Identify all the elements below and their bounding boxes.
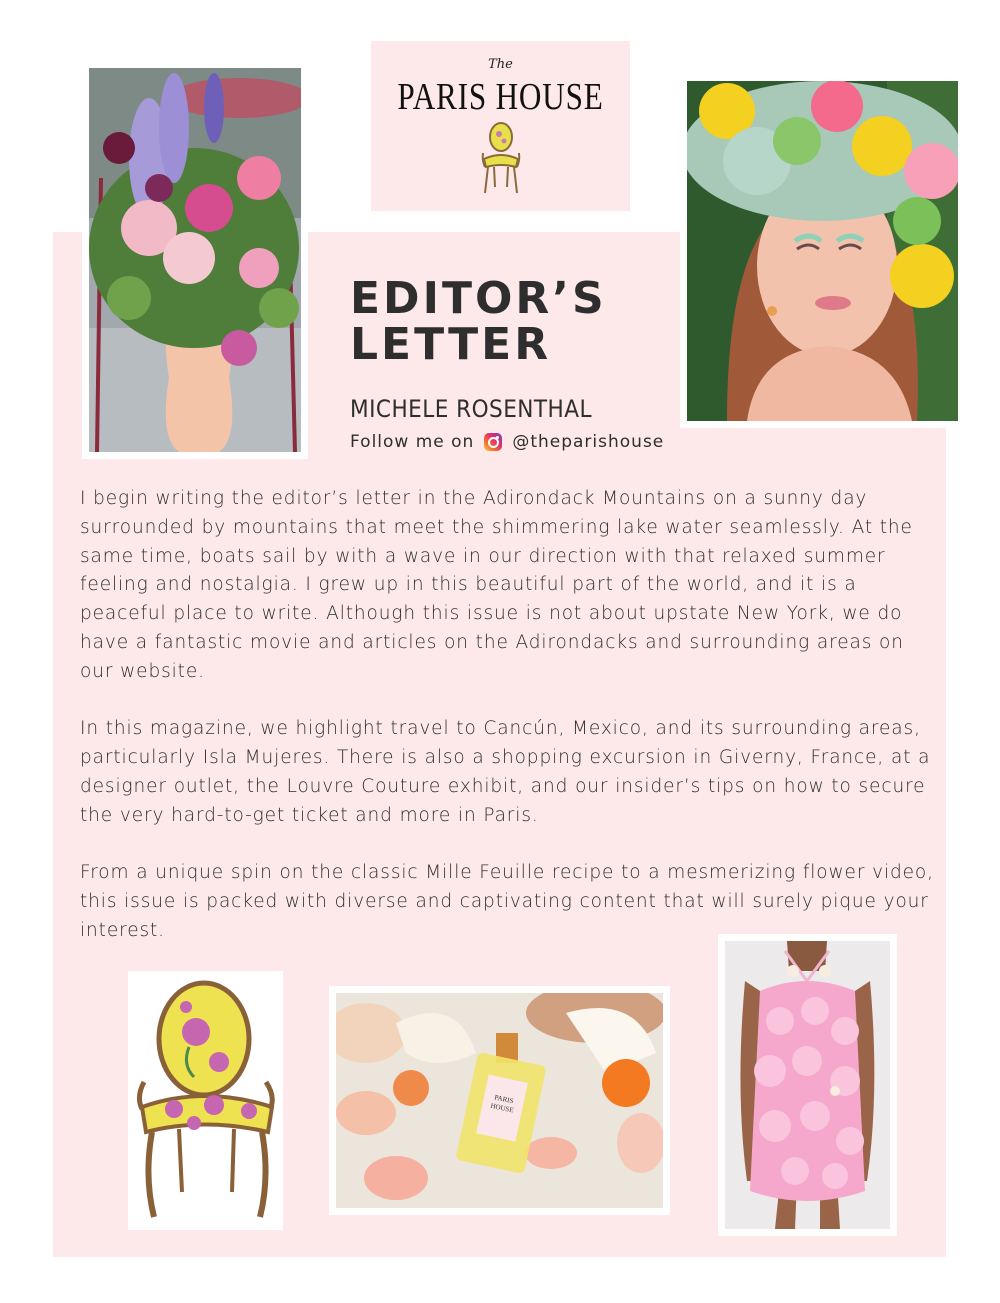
chair-logo-icon (479, 121, 523, 195)
chair-illustration-photo (128, 971, 283, 1230)
follow-line (350, 432, 664, 452)
paragraph-1: I begin writing the editor’s letter in the Adirondack Mountains on a sunny day surrounded by mountains that meet the shimmering lake water seamlessly. At the same time, boats sail by with a wave in our direction with that relaxed summer feeling and nostalgia. I grew up in this beautiful part of the world, and it is a peaceful place to write. Although this issue is not about upstate New York, we do have a fantastic movie and articles on the Adirondacks and surrounding areas on our website. (80, 488, 913, 682)
flower-vase-photo (82, 61, 308, 459)
instagram-icon[interactable] (484, 433, 502, 451)
flower-crown-portrait-photo (680, 74, 965, 428)
title-line-2: LETTER (350, 319, 552, 370)
perfume-label-line-2: HOUSE (489, 1101, 515, 1115)
paris-house-logo (371, 41, 630, 211)
perfume-still-life-photo (329, 986, 670, 1215)
paragraph-2: In this magazine, we highlight travel to Cancún, Mexico, and its surrounding areas, particularly Isla Mujeres. There is also a shopping excursion in Giverny, France, at a designer outlet, the Louvre Couture exhibit, and our insider’s tips on how to secure the very hard-to-get ticket and more in Paris. (80, 718, 931, 826)
article-body (80, 485, 940, 975)
pink-ruffle-dress-photo (718, 934, 897, 1236)
follow-prefix: Follow me on (350, 432, 475, 452)
title-line-1: EDITOR’S (350, 273, 607, 324)
logo-name-text: PARIS HOUSE (397, 76, 604, 118)
author-name: MICHELE ROSENTHAL (350, 395, 592, 423)
perfume-label-line-1: PARIS (493, 1093, 515, 1106)
logo-the-text: The (488, 57, 513, 72)
paragraph-3: From a unique spin on the classic Mille Feuille recipe to a mesmerizing flower video, this issue is packed with diverse and captivating content that will surely pique your interest. (80, 862, 934, 941)
editors-letter-title (350, 273, 607, 370)
instagram-handle-link[interactable]: @theparishouse (512, 432, 665, 452)
